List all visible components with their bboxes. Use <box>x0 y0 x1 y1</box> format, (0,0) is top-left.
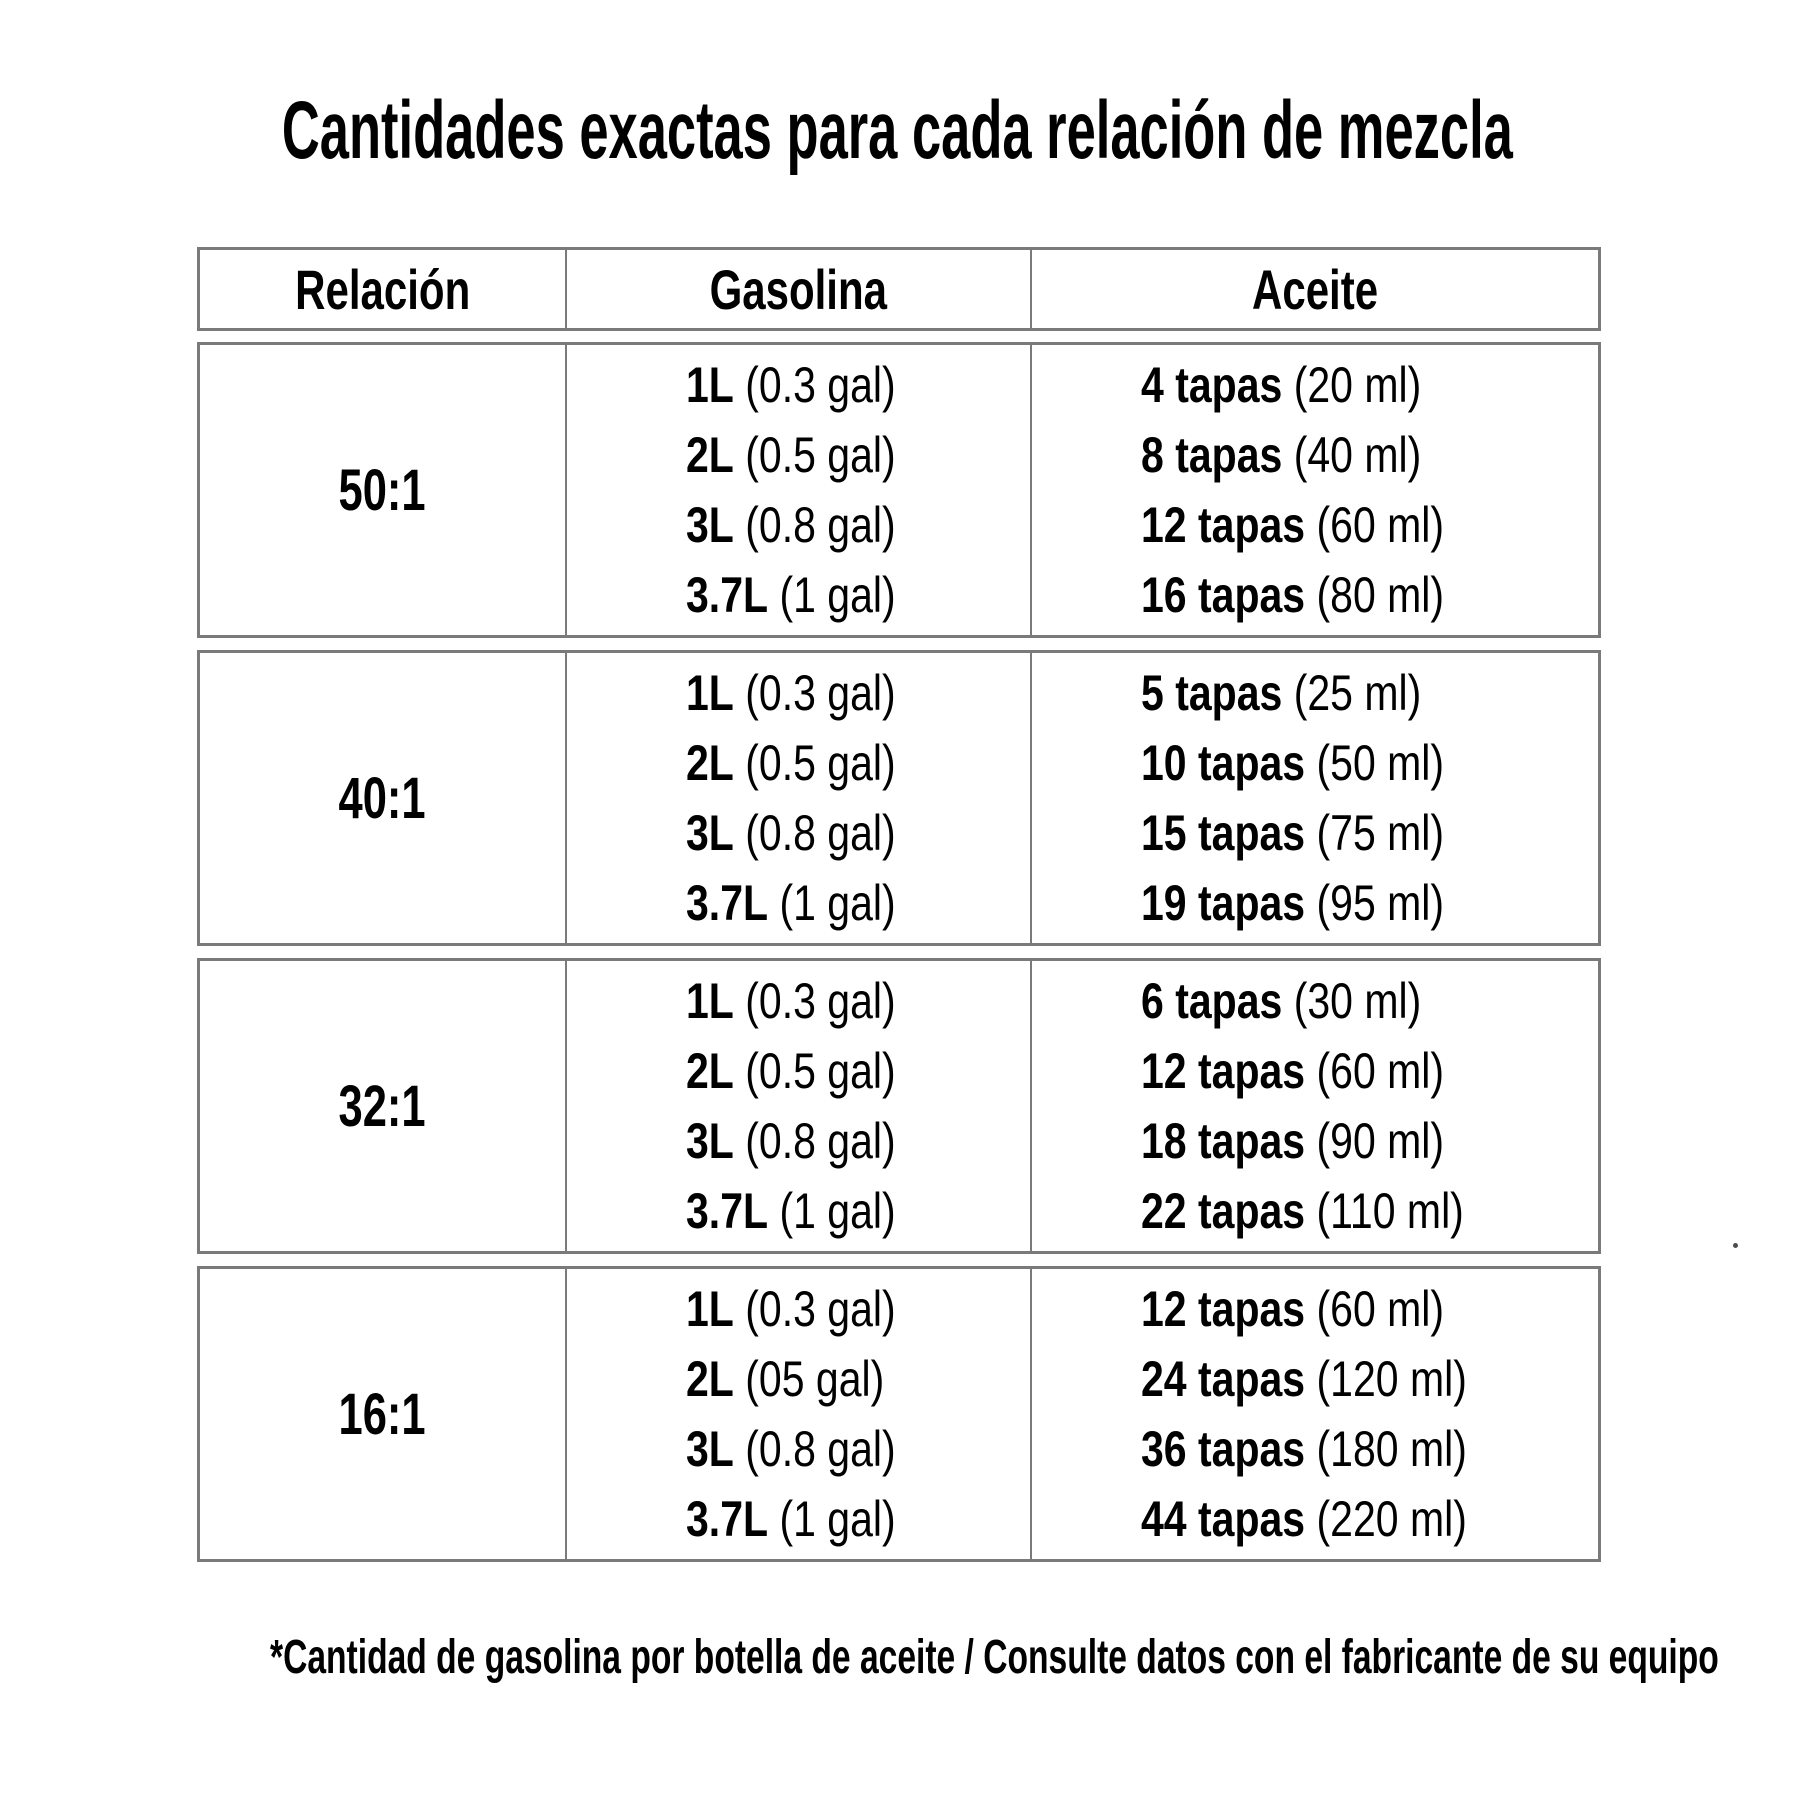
table-row <box>197 650 1601 946</box>
quantity-paren: (0.3 gal) <box>745 665 896 721</box>
quantity-paren: (0.3 gal) <box>745 973 896 1029</box>
ratio-label: 50:1 <box>338 457 427 523</box>
measurement-line <box>1141 728 1516 798</box>
ratio-label: 16:1 <box>338 1381 427 1447</box>
quantity-paren: (120 ml) <box>1316 1351 1467 1407</box>
quantity-bold: 22 tapas <box>1141 1183 1306 1239</box>
ratio-cell <box>200 345 565 635</box>
measurement-line <box>1141 798 1516 868</box>
quantity-bold: 15 tapas <box>1141 805 1306 861</box>
table-row <box>197 342 1601 638</box>
measurement-line <box>686 420 968 490</box>
quantity-bold: 8 tapas <box>1141 427 1283 483</box>
quantity-bold: 3L <box>686 497 734 553</box>
table-row <box>197 958 1601 1254</box>
quantity-bold: 12 tapas <box>1141 1281 1306 1337</box>
quantity-paren: (60 ml) <box>1316 497 1445 553</box>
measurement-line <box>1141 560 1516 630</box>
quantity-paren: (0.8 gal) <box>745 497 896 553</box>
measurement-line <box>686 1274 968 1344</box>
header-label-relacion: Relación <box>294 257 471 321</box>
footnote: *Cantidad de gasolina por botella de aceite / Consulte datos con el fabricante de su equipo <box>270 1631 1719 1684</box>
measurement-line <box>1141 658 1516 728</box>
measurement-line <box>1141 420 1516 490</box>
header-cell-relacion <box>200 250 565 328</box>
quantity-bold: 3.7L <box>686 875 769 931</box>
quantity-bold: 3L <box>686 1113 734 1169</box>
quantity-paren: (0.3 gal) <box>745 1281 896 1337</box>
quantity-bold: 5 tapas <box>1141 665 1283 721</box>
ratio-cell <box>200 1269 565 1559</box>
quantity-bold: 3.7L <box>686 1491 769 1547</box>
quantity-paren: (180 ml) <box>1316 1421 1467 1477</box>
measurement-line <box>1141 1176 1516 1246</box>
quantity-paren: (0.3 gal) <box>745 357 896 413</box>
quantity-bold: 2L <box>686 1043 734 1099</box>
quantity-bold: 18 tapas <box>1141 1113 1306 1169</box>
table-row <box>197 1266 1601 1562</box>
measurement-line <box>1141 490 1516 560</box>
aceite-cell <box>1030 961 1598 1251</box>
quantity-paren: (0.8 gal) <box>745 1421 896 1477</box>
quantity-bold: 6 tapas <box>1141 973 1283 1029</box>
ratio-cell <box>200 961 565 1251</box>
quantity-paren: (30 ml) <box>1293 973 1422 1029</box>
quantity-paren: (0.5 gal) <box>745 1043 896 1099</box>
measurement-line <box>686 1344 968 1414</box>
quantity-paren: (110 ml) <box>1316 1183 1464 1239</box>
measurement-line <box>1141 350 1516 420</box>
quantity-paren: (80 ml) <box>1316 567 1445 623</box>
measurement-line <box>1141 1036 1516 1106</box>
measurement-line <box>686 490 968 560</box>
quantity-paren: (40 ml) <box>1293 427 1422 483</box>
quantity-paren: (0.5 gal) <box>745 735 896 791</box>
measurement-line <box>686 658 968 728</box>
quantity-paren: (1 gal) <box>779 1183 896 1239</box>
quantity-paren: (95 ml) <box>1316 875 1445 931</box>
measurement-line <box>1141 966 1516 1036</box>
header-cell-gasolina <box>565 250 1030 328</box>
gasolina-cell <box>565 1269 1030 1559</box>
quantity-bold: 1L <box>686 1281 734 1337</box>
measurement-line <box>686 1176 968 1246</box>
quantity-paren: (60 ml) <box>1316 1281 1445 1337</box>
quantity-paren: (20 ml) <box>1293 357 1422 413</box>
ratio-cell <box>200 653 565 943</box>
measurement-line <box>1141 1484 1516 1554</box>
quantity-paren: (1 gal) <box>779 875 896 931</box>
ratio-label: 32:1 <box>338 1073 427 1139</box>
quantity-paren: (75 ml) <box>1316 805 1445 861</box>
measurement-line <box>1141 1106 1516 1176</box>
measurement-line <box>686 560 968 630</box>
quantity-bold: 1L <box>686 357 734 413</box>
page-title: Cantidades exactas para cada relación de mezcla <box>281 85 1513 176</box>
quantity-bold: 2L <box>686 735 734 791</box>
quantity-paren: (220 ml) <box>1316 1491 1467 1547</box>
header-label-gasolina: Gasolina <box>709 257 888 321</box>
aceite-cell <box>1030 1269 1598 1559</box>
quantity-bold: 1L <box>686 665 734 721</box>
measurement-line <box>686 798 968 868</box>
measurement-line <box>1141 1274 1516 1344</box>
header-cell-aceite <box>1030 250 1598 328</box>
measurement-line <box>686 1106 968 1176</box>
quantity-bold: 36 tapas <box>1141 1421 1306 1477</box>
aceite-cell <box>1030 653 1598 943</box>
quantity-bold: 44 tapas <box>1141 1491 1306 1547</box>
quantity-bold: 12 tapas <box>1141 497 1306 553</box>
quantity-bold: 3.7L <box>686 567 769 623</box>
measurement-line <box>686 1414 968 1484</box>
quantity-paren: (60 ml) <box>1316 1043 1445 1099</box>
quantity-paren: (1 gal) <box>779 567 896 623</box>
measurement-line <box>686 1036 968 1106</box>
measurement-line <box>686 728 968 798</box>
quantity-paren: (50 ml) <box>1316 735 1445 791</box>
quantity-bold: 19 tapas <box>1141 875 1306 931</box>
quantity-bold: 3L <box>686 805 734 861</box>
quantity-bold: 12 tapas <box>1141 1043 1306 1099</box>
gasolina-cell <box>565 961 1030 1251</box>
quantity-bold: 1L <box>686 973 734 1029</box>
quantity-bold: 2L <box>686 1351 734 1407</box>
quantity-bold: 4 tapas <box>1141 357 1283 413</box>
gasolina-cell <box>565 653 1030 943</box>
quantity-bold: 24 tapas <box>1141 1351 1306 1407</box>
quantity-paren: (0.8 gal) <box>745 1113 896 1169</box>
stray-dot <box>1733 1243 1738 1248</box>
ratio-label: 40:1 <box>338 765 427 831</box>
measurement-line <box>686 350 968 420</box>
measurement-line <box>686 1484 968 1554</box>
quantity-bold: 2L <box>686 427 734 483</box>
quantity-paren: (1 gal) <box>779 1491 896 1547</box>
measurement-line <box>686 868 968 938</box>
quantity-paren: (05 gal) <box>745 1351 885 1407</box>
measurement-line <box>1141 1414 1516 1484</box>
quantity-bold: 3.7L <box>686 1183 769 1239</box>
quantity-bold: 16 tapas <box>1141 567 1306 623</box>
measurement-line <box>1141 1344 1516 1414</box>
table-header-row <box>197 247 1601 331</box>
measurement-line <box>1141 868 1516 938</box>
quantity-bold: 10 tapas <box>1141 735 1306 791</box>
quantity-paren: (0.5 gal) <box>745 427 896 483</box>
quantity-bold: 3L <box>686 1421 734 1477</box>
quantity-paren: (90 ml) <box>1316 1113 1445 1169</box>
quantity-paren: (25 ml) <box>1293 665 1422 721</box>
measurement-line <box>686 966 968 1036</box>
header-label-aceite: Aceite <box>1251 257 1379 321</box>
gasolina-cell <box>565 345 1030 635</box>
quantity-paren: (0.8 gal) <box>745 805 896 861</box>
aceite-cell <box>1030 345 1598 635</box>
